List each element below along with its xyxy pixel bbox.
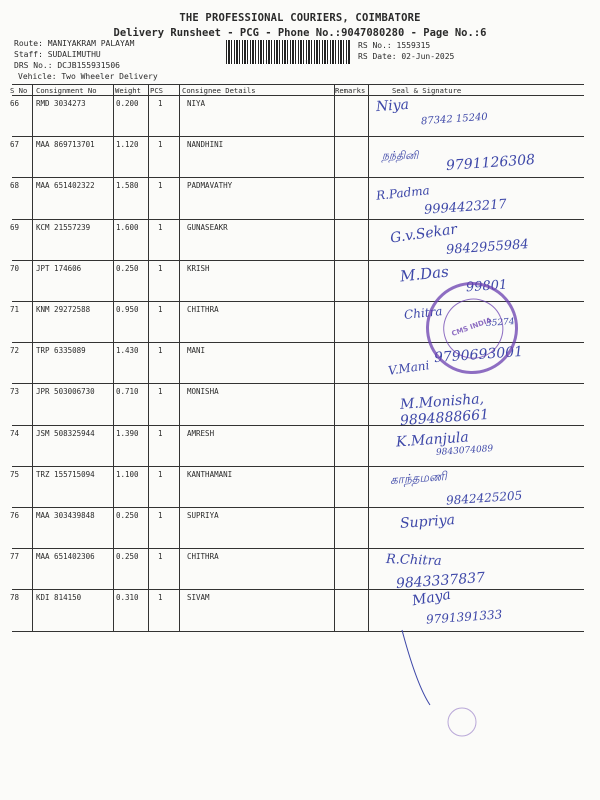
- row-signature: நந்தினி: [382, 149, 419, 163]
- row-consignee-name: CHITHRA: [187, 552, 219, 562]
- row-signature-phone: 9994423217: [423, 197, 508, 219]
- row-consignee-name: GUNASEAKR: [187, 222, 228, 232]
- row-consignee-name: KRISH: [187, 263, 210, 273]
- row-signature-phone: 9791126308: [445, 152, 536, 175]
- row-consignee-name: AMRESH: [187, 428, 215, 438]
- row-weight: 1.600: [116, 222, 139, 232]
- row-sno: 73: [10, 387, 20, 397]
- row-consignee-name: NIYA: [187, 99, 206, 108]
- row-signature: R.Padma: [375, 183, 431, 204]
- row-consignee-name: KANTHAMANI: [187, 469, 233, 479]
- row-consignment-no: KNM 29272588: [36, 305, 91, 314]
- vehicle-text: Vehicle: Two Wheeler Delivery: [18, 72, 158, 81]
- row-signature: Niya: [375, 96, 410, 116]
- col-header-weight: Weight: [115, 86, 141, 95]
- row-signature-phone: 9894888661: [399, 407, 490, 430]
- row-signature-phone: 9842425205: [445, 488, 523, 508]
- row-weight: 0.250: [116, 263, 139, 273]
- route-text: Route: MANIYAKRAM PALAYAM: [14, 39, 135, 48]
- row-consignment-no: KDI 814150: [36, 593, 82, 603]
- row-pcs: 1: [158, 346, 163, 356]
- col-header-sno: S No: [10, 86, 28, 95]
- col-header-seal: Seal & Signature: [392, 86, 462, 95]
- row-sno: 74: [10, 428, 20, 438]
- row-pcs: 1: [158, 593, 163, 603]
- row-consignment-no: JPT 174606: [36, 263, 82, 273]
- col-header-remarks: Remarks: [335, 86, 366, 95]
- row-consignment-no: KCM 21557239: [36, 222, 91, 232]
- row-weight: 0.250: [116, 552, 139, 562]
- row-consignee-name: CHITHRA: [187, 305, 219, 314]
- col-header-pcs: PCS: [150, 86, 163, 95]
- row-consignee-name: SIVAM: [187, 593, 210, 603]
- row-weight: 1.100: [116, 469, 139, 479]
- row-sno: 77: [10, 552, 20, 562]
- row-signature-phone: 9843337837: [395, 570, 486, 593]
- row-consignment-no: RMD 3034273: [36, 99, 86, 108]
- row-signature-phone: 87342 15240: [420, 111, 489, 128]
- row-signature: M.Monisha,: [399, 391, 485, 414]
- row-sno: 70: [10, 263, 20, 273]
- row-pcs: 1: [158, 387, 163, 397]
- company-title: THE PROFESSIONAL COURIERS, COIMBATORE: [179, 12, 421, 24]
- row-sno: 68: [10, 181, 20, 191]
- row-pcs: 1: [158, 181, 163, 191]
- row-consignment-no: MAA 869713701: [36, 140, 95, 150]
- row-signature-phone: 9790693001: [433, 344, 524, 367]
- row-weight: 1.430: [116, 346, 139, 356]
- col-header-consignment: Consignment No: [36, 86, 97, 95]
- row-sno: 75: [10, 469, 20, 479]
- row-weight: 0.710: [116, 387, 139, 397]
- row-consignment-no: MAA 651402322: [36, 181, 95, 191]
- row-consignee-name: PADMAVATHY: [187, 181, 233, 191]
- row-signature: V.Mani: [387, 358, 431, 378]
- row-weight: 0.310: [116, 593, 139, 603]
- row-sno: 66: [10, 99, 20, 108]
- row-signature: Chitra: [403, 304, 444, 322]
- row-consignment-no: JSM 508325944: [36, 428, 95, 438]
- row-signature-phone: 35274: [485, 317, 515, 329]
- row-sno: 71: [10, 305, 20, 314]
- runsheet-subtitle: Delivery Runsheet - PCG - Phone No.:9047080280 - Page No.:6: [113, 27, 487, 39]
- row-pcs: 1: [158, 469, 163, 479]
- staff-text: Staff: SUDALIMUTHU: [14, 50, 101, 59]
- row-consignment-no: MAA 651402306: [36, 552, 95, 562]
- row-consignee-name: NANDHINI: [187, 140, 224, 150]
- row-sno: 76: [10, 511, 20, 520]
- row-consignment-no: TRP 6335089: [36, 346, 86, 356]
- row-signature: K.Manjula: [395, 429, 470, 451]
- row-sno: 67: [10, 140, 20, 150]
- row-pcs: 1: [158, 99, 163, 108]
- row-consignment-no: JPR 503006730: [36, 387, 95, 397]
- row-signature: G.v.Sekar: [389, 220, 459, 247]
- rs-date: RS Date: 02-Jun-2025: [358, 52, 455, 61]
- row-weight: 0.200: [116, 99, 139, 108]
- row-pcs: 1: [158, 222, 163, 232]
- row-signature: R.Chitra: [385, 552, 442, 570]
- row-consignment-no: TRZ 155715094: [36, 469, 95, 479]
- row-weight: 1.120: [116, 140, 139, 150]
- row-pcs: 1: [158, 305, 163, 314]
- row-signature: காந்தமணி: [389, 468, 448, 487]
- row-consignment-no: MAA 303439848: [36, 511, 95, 520]
- row-signature: Maya: [410, 587, 453, 610]
- row-signature: M.Das: [399, 262, 450, 286]
- row-signature: Supriya: [399, 512, 456, 532]
- row-sno: 69: [10, 222, 20, 232]
- row-sno: 78: [10, 593, 20, 603]
- row-signature-phone: 9842955984: [445, 236, 530, 258]
- row-consignee-name: MONISHA: [187, 387, 219, 397]
- row-weight: 0.250: [116, 511, 139, 520]
- faint-circle-mark: [448, 708, 476, 736]
- row-pcs: 1: [158, 552, 163, 562]
- drs-number: DRS No.: DCJB155931506: [14, 61, 120, 70]
- row-pcs: 1: [158, 263, 163, 273]
- row-weight: 0.950: [116, 305, 139, 314]
- stamp-text: CMS INDIA: [450, 316, 493, 338]
- row-pcs: 1: [158, 511, 163, 520]
- col-header-consignee: Consignee Details: [182, 86, 256, 95]
- row-signature-phone: 9791391333: [425, 607, 503, 628]
- row-consignee-name: SUPRIYA: [187, 511, 219, 520]
- row-signature-phone: 99801: [465, 277, 508, 296]
- pen-stroke: [402, 630, 430, 705]
- row-consignee-name: MANI: [187, 346, 206, 356]
- row-pcs: 1: [158, 428, 163, 438]
- row-weight: 1.580: [116, 181, 139, 191]
- row-sno: 72: [10, 346, 20, 356]
- row-signature-phone: 9843074089: [435, 443, 494, 458]
- row-weight: 1.390: [116, 428, 139, 438]
- row-pcs: 1: [158, 140, 163, 150]
- rs-number: RS No.: 1559315: [358, 41, 431, 50]
